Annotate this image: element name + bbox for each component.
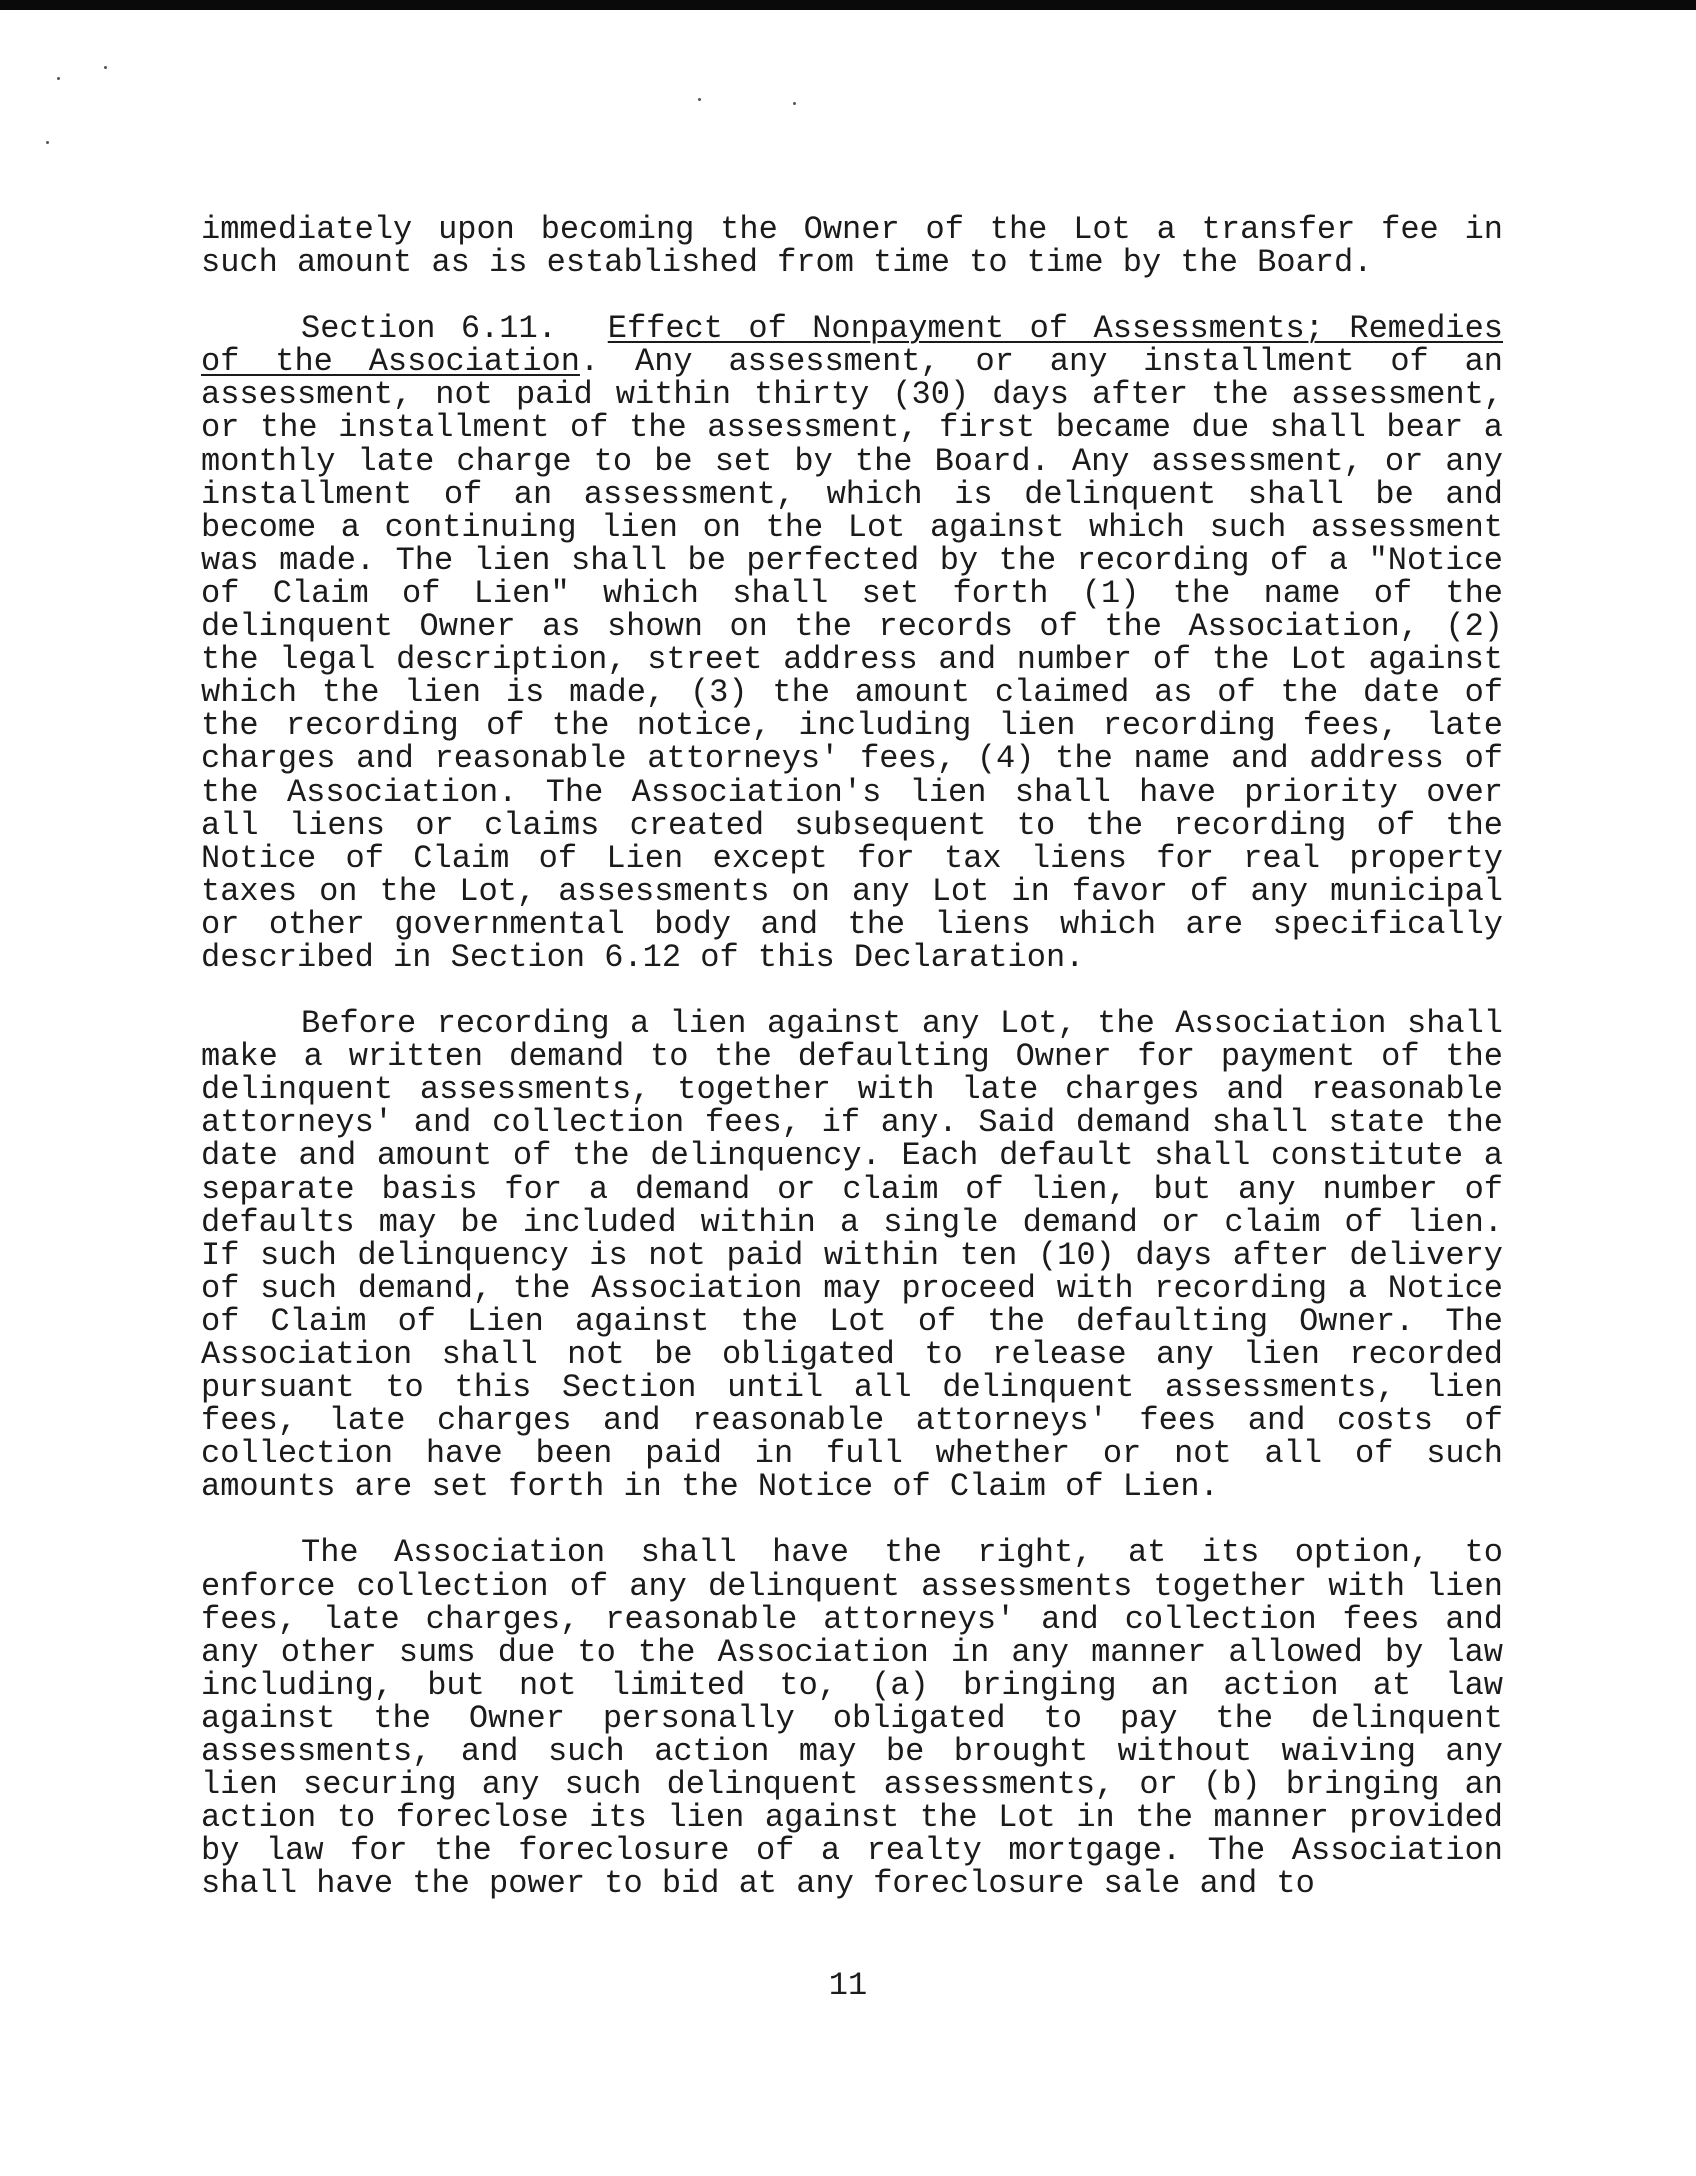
page-number: 11 <box>828 1967 868 2004</box>
scan-speck <box>793 102 796 105</box>
paragraph-text: Before recording a lien against any Lot, the Association shall make a written demand to the defaulting Owner for payment of the delinquent assessments, together with late charges and reasonable attorneys' and collection fees, if any. Said demand shall state the date and amount of the delinquency. Each default shall constitute a separate basis for a demand or claim of lien, but any number of defaults may be included within a single demand or claim of lien. If such delinquency is not paid within ten (10) days after delivery of such demand, the Association may proceed with recording a Notice of Claim of Lien against the Lot of the defaulting Owner. The Association shall not be obligated to release any lien recorded pursuant to this Section until all delinquent assessments, lien fees, late charges and reasonable attorneys' fees and costs of collection have been paid in full whether or not all of such amounts are set forth in the Notice of Claim of Lien. <box>201 1005 1503 1506</box>
paragraph-text: . Any assessment, or any installment of an assessment, not paid within thirty (30) days after the assessment, or the installment of the assessment, first became due shall bear a monthly late charge to be set by the Board. Any assessment, or any installment of an assessment, which is delinquent shall be and become a continuing lien on the Lot against which such assessment was made. The lien shall be perfected by the recording of a "Notice of Claim of Lien" which shall set forth (1) the name of the delinquent Owner as shown on the records of the Association, (2) the legal description, street address and number of the Lot against which the lien is made, (3) the amount claimed as of the date of the recording of the notice, including lien recording fees, late charges and reasonable attorneys' fees, (4) the name and address of the Association. The Association's lien shall have priority over all liens or claims created subsequent to the recording of the Notice of Claim of Lien except for tax liens for real property taxes on the Lot, assessments on any Lot in favor of any municipal or other governmental body and the liens which are specifically described in Section 6.12 of this Declaration. <box>201 343 1504 976</box>
paragraph-section-6-11 <box>201 312 1503 974</box>
scan-speck <box>698 98 701 101</box>
paragraph-demand-before-lien <box>201 1005 1503 1506</box>
paragraph-text: The Association shall have the right, at its option, to enforce collection of any delinquent assessments together with lien fees, late charges, reasonable attorneys' and collection fees and any other sums due to the Association in any manner allowed by law including, but not limited to, (a) bringing an action at law against the Owner personally obligated to pay the delinquent assessments, and such action may be brought without waiving any lien securing any such delinquent assessments, or (b) bringing an action to foreclose its lien against the Lot in the manner provided by law for the foreclosure of a realty mortgage. The Association shall have the power to bid at any foreclosure sale and to <box>201 1534 1503 1903</box>
section-heading: Effect of Nonpayment of Assessments; Remedies of the Association <box>201 310 1504 381</box>
document-page <box>201 213 1503 1934</box>
scan-speck <box>57 77 60 80</box>
section-label: Section 6.11. <box>301 310 557 348</box>
scan-speck <box>104 66 107 69</box>
scan-speck <box>46 141 49 144</box>
paragraph-transfer-fee <box>201 211 1503 282</box>
paragraph-text: immediately upon becoming the Owner of the Lot a transfer fee in such amount as is established from time to time by the Board. <box>201 211 1503 282</box>
scan-top-border <box>0 0 1696 10</box>
paragraph-enforce-collection <box>201 1534 1503 1903</box>
